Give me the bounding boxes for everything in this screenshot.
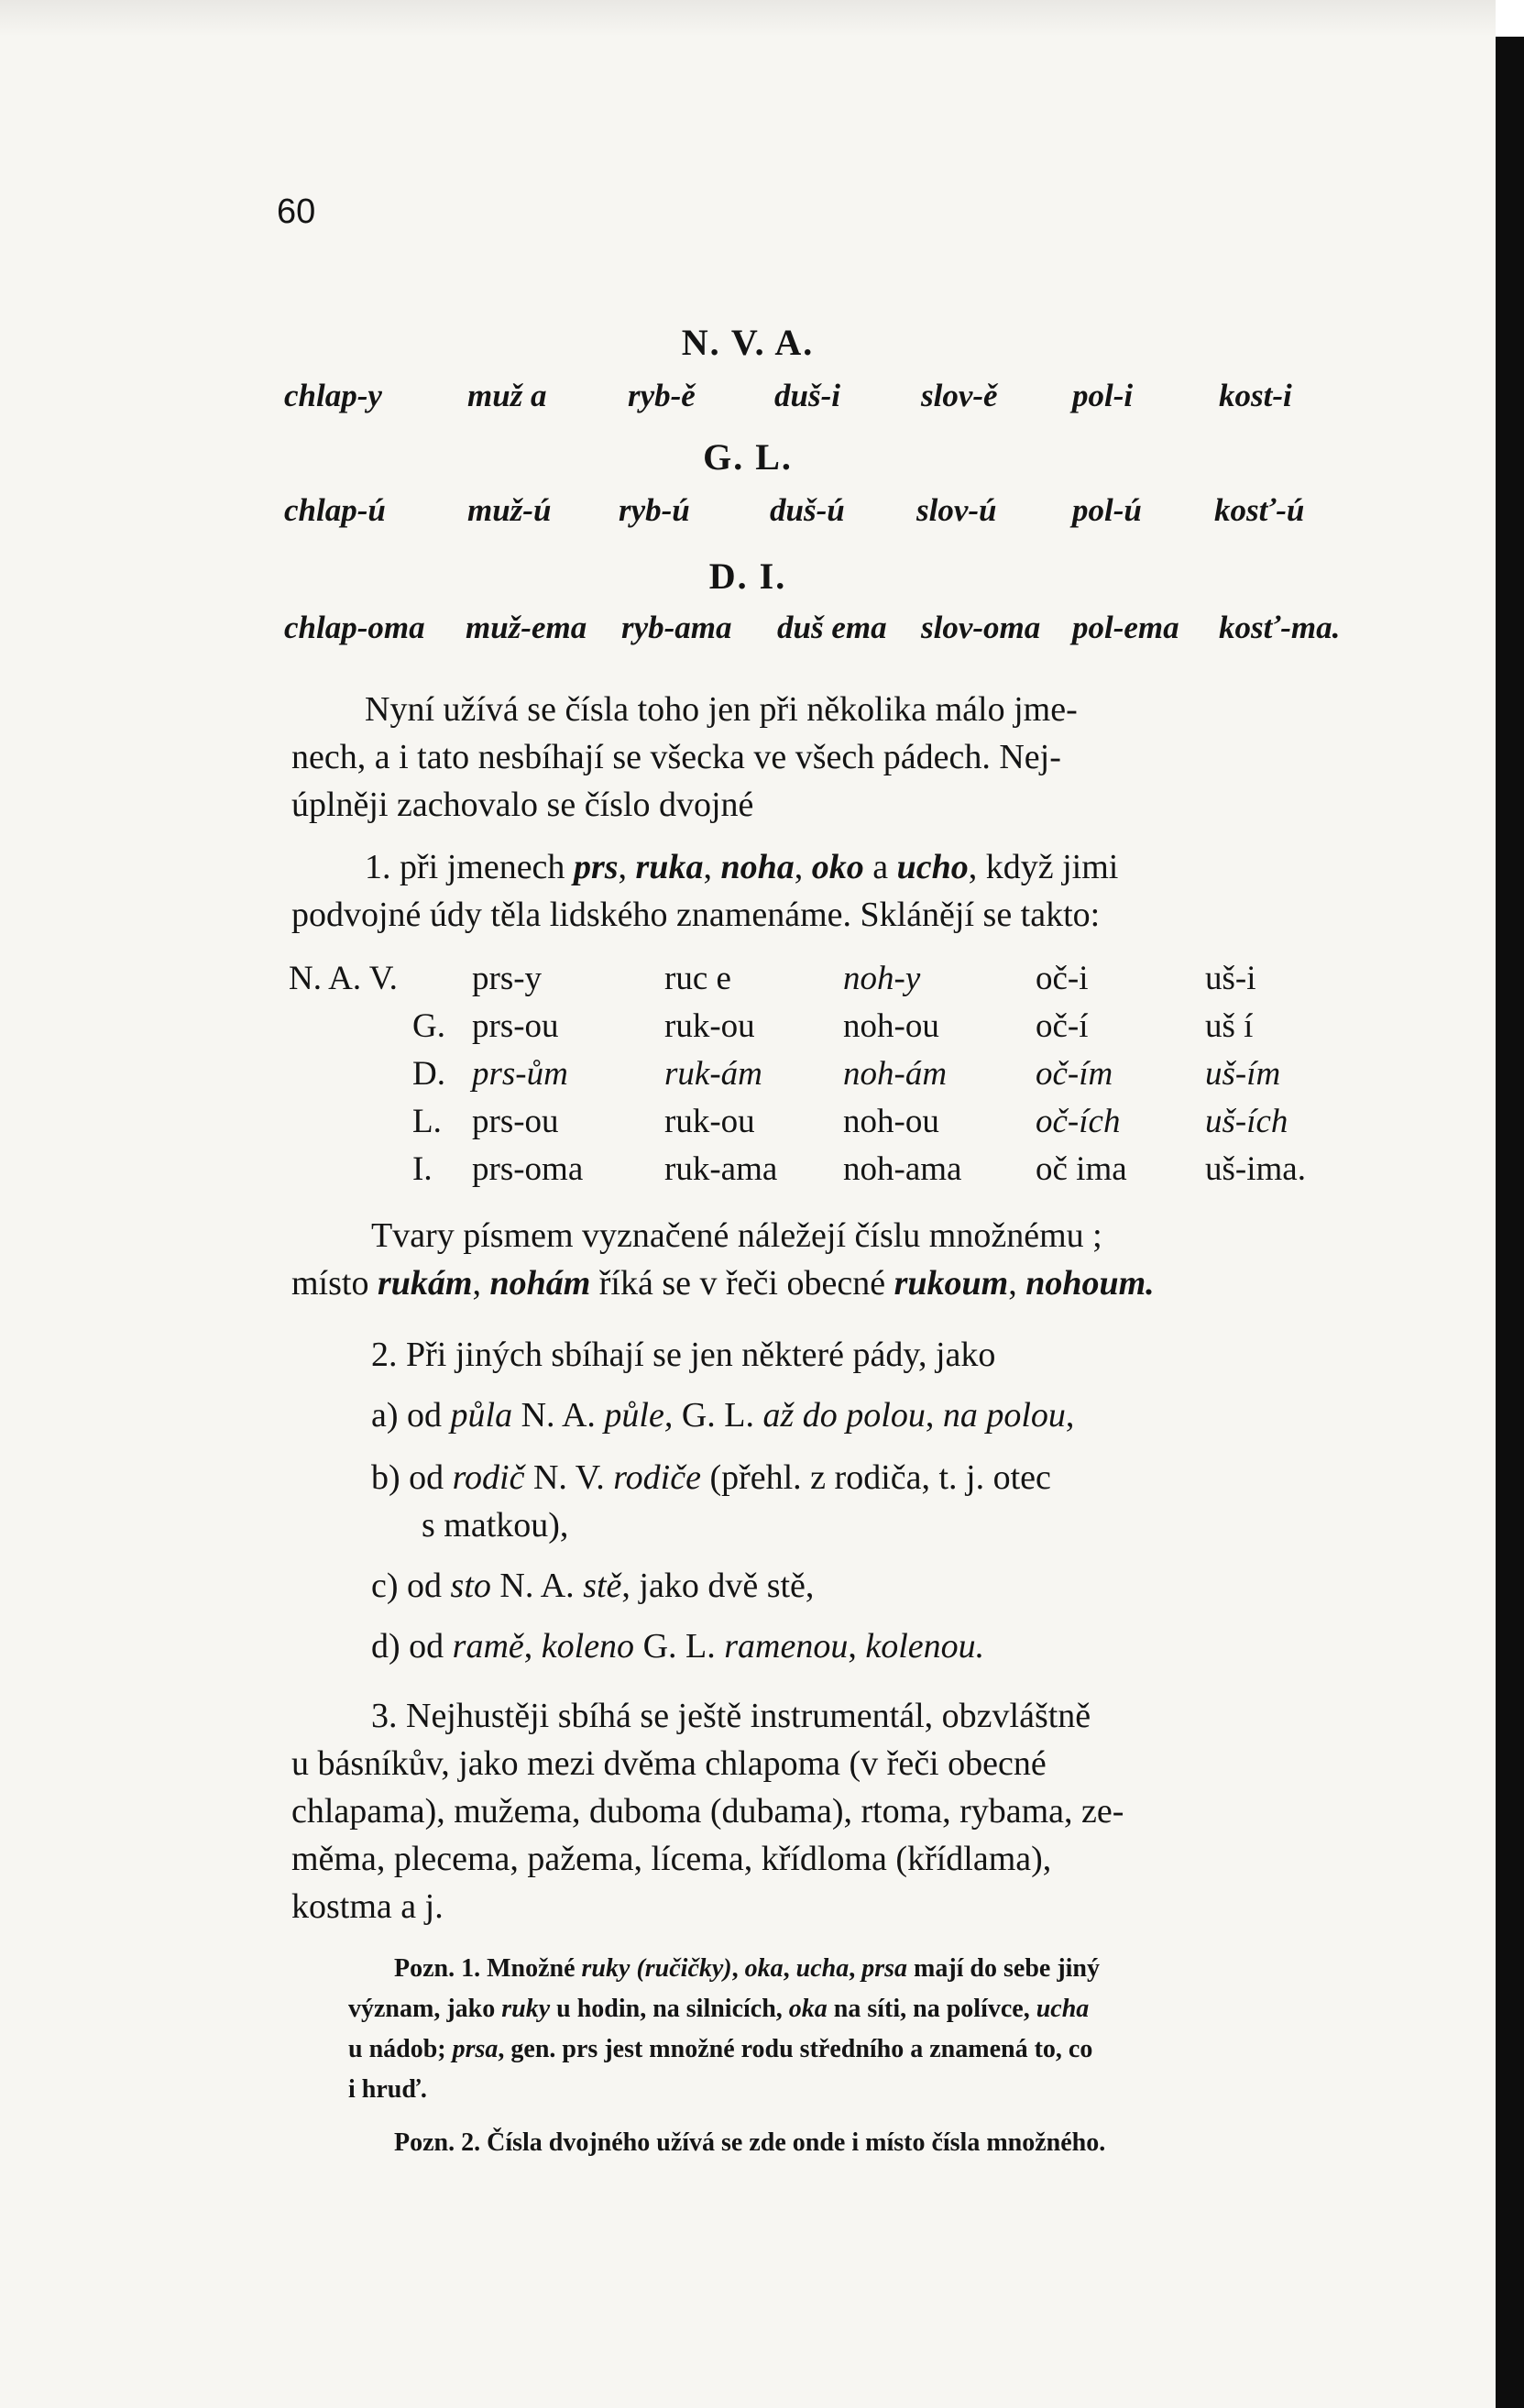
- form-word: chlap-ú: [284, 492, 386, 528]
- form-word: ryb-ama: [621, 610, 732, 645]
- text: N. V.: [524, 1458, 614, 1497]
- table-cell: uš-ím: [1205, 1055, 1281, 1093]
- form-word: slov-oma: [921, 610, 1041, 645]
- text: říká se v řeči obecné: [590, 1264, 894, 1303]
- table-cell: prs-ou: [472, 1103, 559, 1140]
- table-cell: uš-ima.: [1205, 1150, 1306, 1188]
- text: (přehl. z rodiča, t. j. otec: [700, 1458, 1051, 1497]
- word-prs: prs: [573, 848, 619, 886]
- case-label: L.: [412, 1103, 442, 1140]
- form-word: duš-i: [774, 378, 840, 413]
- table-cell: uš-i: [1205, 960, 1256, 997]
- point2-item-b: [371, 1454, 1051, 1501]
- intro-line-3: úplněji zachovalo se číslo dvojné: [291, 786, 754, 824]
- word: oka: [788, 1995, 828, 2023]
- word-ucho: ucho: [896, 848, 969, 886]
- page-top-edge: [0, 0, 1496, 37]
- table-cell: noh-ám: [843, 1055, 948, 1093]
- form-word: kost-i: [1219, 378, 1292, 413]
- word-ruka: ruka: [635, 848, 704, 886]
- text: N. A.: [490, 1567, 584, 1605]
- table-cell: oč-i: [1036, 960, 1089, 997]
- word: rodiče: [613, 1458, 701, 1497]
- form-word: ryb-ú: [619, 492, 690, 528]
- table-cell: noh-y: [843, 960, 921, 997]
- text: , gen. prs jest množné rodu středního a znamená to, co: [498, 2035, 1093, 2063]
- word: na polou: [942, 1396, 1066, 1435]
- text: na síti, na polívce,: [827, 1995, 1036, 2023]
- table-cell: ruk-ou: [664, 1103, 755, 1140]
- intro-line-2: nech, a i tato nesbíhají se všecka ve všech pádech. Nej-: [291, 738, 1061, 776]
- form-word: slov-ě: [921, 378, 998, 413]
- point3-line-1: 3. Nejhustěji sbíhá se ještě instrumentál, obzvláštně: [371, 1697, 1091, 1735]
- text: Pozn. 1. Množné: [394, 1954, 582, 1983]
- table-cell: uš í: [1205, 1007, 1254, 1045]
- word: ruky: [501, 1995, 551, 2023]
- table-cell: uš-ích: [1205, 1103, 1288, 1140]
- word-noham: nohám: [489, 1264, 591, 1303]
- case-label: N. A. V.: [289, 960, 398, 997]
- form-word: pol-ema: [1072, 610, 1179, 645]
- word: ruky: [581, 1954, 630, 1983]
- text: d) od: [371, 1627, 453, 1666]
- word: půla: [450, 1396, 513, 1435]
- intro-line-1: Nyní užívá se čísla toho jen při několika málo jme-: [365, 690, 1078, 729]
- word: rodič: [452, 1458, 525, 1497]
- page-number: 60: [277, 192, 316, 231]
- text: c) od: [371, 1567, 451, 1605]
- form-word: muž-ema: [466, 610, 587, 645]
- table-cell: prs-oma: [472, 1150, 584, 1188]
- form-word: pol-i: [1072, 378, 1134, 413]
- text: mají do sebe jiný: [907, 1954, 1100, 1983]
- form-word: muž-ú: [467, 492, 552, 528]
- word: koleno: [541, 1627, 635, 1666]
- case-label: D.: [412, 1055, 445, 1093]
- table-cell: oč-ím: [1036, 1055, 1113, 1093]
- text: u hodin, na silnicích,: [550, 1995, 789, 2023]
- form-word: kosť-ma.: [1219, 610, 1341, 645]
- word: prsa: [452, 2035, 499, 2063]
- form-word: pol-ú: [1072, 492, 1142, 528]
- word: stě: [583, 1567, 622, 1605]
- text: a: [863, 848, 897, 886]
- tvary-line-1: Tvary písmem vyznačené náležejí číslu množnému ;: [371, 1216, 1102, 1255]
- case-label: I.: [412, 1150, 433, 1188]
- form-word: chlap-y: [284, 378, 382, 413]
- word: kolenou.: [865, 1627, 985, 1666]
- table-cell: ruk-ama: [664, 1150, 778, 1188]
- form-word: ryb-ě: [628, 378, 696, 413]
- word: ramenou: [724, 1627, 849, 1666]
- point3-line-3: chlapama), mužema, duboma (dubama), rtoma, rybama, ze-: [291, 1792, 1124, 1831]
- word: ucha: [1036, 1995, 1090, 2023]
- point1-line-1: 1. při jmenech prs, ruka, noha, oko a ucho, když jimi: [365, 848, 1119, 886]
- form-word: duš ema: [777, 610, 887, 645]
- word: až do polou: [762, 1396, 926, 1435]
- word-rukam: rukám: [377, 1264, 473, 1303]
- table-cell: prs-ou: [472, 1007, 559, 1045]
- word-noha: noha: [720, 848, 795, 886]
- word: půle,: [604, 1396, 674, 1435]
- table-cell: noh-ama: [843, 1150, 962, 1188]
- table-cell: ruk-ám: [664, 1055, 762, 1093]
- text: N. A.: [512, 1396, 605, 1435]
- text: místo: [291, 1264, 378, 1303]
- point2-item-d: d) od ramě, koleno G. L. ramenou, kolenou.: [371, 1627, 985, 1666]
- point3-line-5: kostma a j.: [291, 1887, 444, 1926]
- word: ramě: [452, 1627, 524, 1666]
- text: 1. při jmenech: [365, 848, 574, 886]
- word: prsa: [861, 1954, 907, 1983]
- text: význam, jako: [348, 1995, 502, 2023]
- text: jako dvě stě,: [630, 1567, 815, 1605]
- case-label: G.: [412, 1007, 445, 1045]
- note1-line-1: Pozn. 1. Množné ruky (ručičky), oka, ucha, prsa mají do sebe jiný: [394, 1954, 1100, 1983]
- scan-edge-shadow: [1496, 37, 1524, 2408]
- note1-line-3: [348, 2029, 1092, 2070]
- word: (ručičky): [636, 1954, 732, 1983]
- tvary-line-2: místo rukám, nohám říká se v řeči obecné rukoum, nohoum.: [291, 1264, 1155, 1303]
- table-cell: prs-ům: [472, 1055, 568, 1093]
- form-word: chlap-oma: [284, 610, 425, 645]
- table-cell: oč-í: [1036, 1007, 1089, 1045]
- word-oko: oko: [811, 848, 864, 886]
- table-cell: oč ima: [1036, 1150, 1127, 1188]
- text: G. L.: [673, 1396, 763, 1435]
- word: ucha: [795, 1954, 850, 1983]
- form-word: slov-ú: [916, 492, 997, 528]
- text: , když jimi: [968, 848, 1119, 886]
- table-cell: oč-ích: [1036, 1103, 1121, 1140]
- table-cell: noh-ou: [843, 1007, 939, 1045]
- heading-nva: N. V. A.: [681, 322, 815, 363]
- word: oka: [744, 1954, 784, 1983]
- text: a) od: [371, 1396, 451, 1435]
- table-cell: ruc e: [664, 960, 731, 997]
- text: b) od: [371, 1458, 453, 1497]
- note1-line-2: [348, 1989, 1089, 2029]
- form-word: duš-ú: [770, 492, 845, 528]
- heading-di: D. I.: [708, 555, 787, 597]
- point3-line-2: u básníkův, jako mezi dvěma chlapoma (v řeči obecné: [291, 1744, 1047, 1783]
- text: u nádob;: [348, 2035, 453, 2063]
- point2-item-c: c) od sto N. A. stě, jako dvě stě,: [371, 1567, 815, 1605]
- text: G. L.: [634, 1627, 725, 1666]
- heading-gl: G. L.: [703, 436, 793, 478]
- point2-item-b-cont: s matkou),: [422, 1506, 569, 1545]
- table-cell: noh-ou: [843, 1103, 939, 1140]
- point2-item-a: a) od půla N. A. půle, G. L. až do polou, na polou,: [371, 1396, 1075, 1435]
- table-cell: prs-y: [472, 960, 543, 997]
- point3-line-4: měma, plecema, pažema, lícema, křídloma (křídlama),: [291, 1840, 1052, 1878]
- note2-line: Pozn. 2. Čísla dvojného užívá se zde onde i místo čísla množného.: [394, 2128, 1106, 2157]
- table-cell: ruk-ou: [664, 1007, 755, 1045]
- point2-heading: 2. Při jiných sbíhají se jen některé pády, jako: [371, 1336, 996, 1374]
- form-word: muž a: [467, 378, 547, 413]
- word-rukoum: rukoum: [894, 1264, 1009, 1303]
- word-nohoum: nohoum.: [1025, 1264, 1155, 1303]
- note1-line-4: i hruď.: [348, 2075, 427, 2104]
- word: sto: [450, 1567, 491, 1605]
- point1-line-2: podvojné údy těla lidského znamenáme. Sklánějí se takto:: [291, 896, 1101, 934]
- form-word: kosť-ú: [1214, 492, 1305, 528]
